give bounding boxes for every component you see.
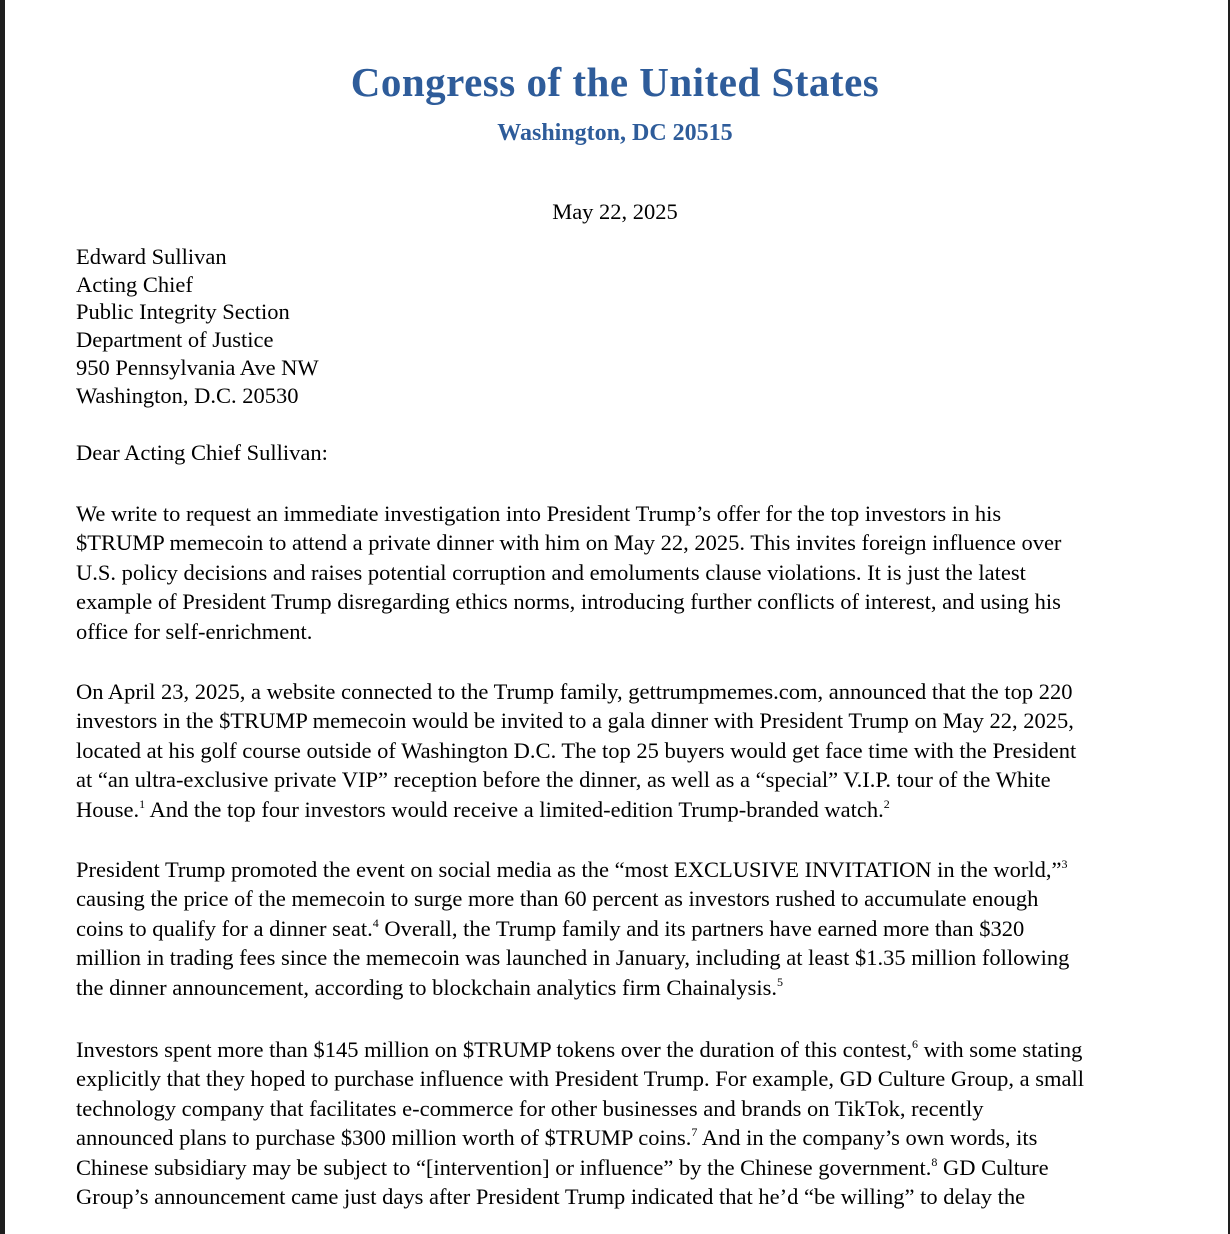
line-text: $TRUMP memecoin to attend a private dinner with him on May 22, 2025. This invites foreign influence over: [76, 530, 1062, 556]
letterhead-subtitle: Washington, DC 20515: [497, 120, 733, 146]
paragraph-line: [76, 1064, 1176, 1093]
paragraph-line: [76, 1123, 1176, 1152]
paragraph-line: [76, 1094, 1176, 1123]
letterhead-title: Congress of the United States: [350, 59, 880, 105]
line-text: House.: [76, 796, 140, 822]
line-text: technology company that facilitates e-commerce for other businesses and brands on TikTok, recently: [76, 1095, 984, 1121]
recipient-street: 950 Pennsylvania Ave NW: [76, 354, 319, 380]
line-text: And in the company’s own words, its: [697, 1125, 1038, 1151]
body-paragraph-3: [76, 855, 1176, 1002]
recipient-city: Washington, D.C. 20530: [76, 382, 299, 408]
line-text: On April 23, 2025, a website connected to the Trump family, gettrumpmemes.com, announced that the top 220: [76, 679, 1073, 704]
paragraph-line: [76, 914, 1176, 943]
footnote-ref-6[interactable]: 6: [911, 1037, 918, 1051]
footnote-ref-8[interactable]: 8: [931, 1154, 938, 1169]
line-text: located at his golf course outside of Washington D.C. The top 25 buyers would get face time with the President: [76, 737, 1077, 763]
paragraph-line: [76, 558, 1176, 587]
paragraph-line: [76, 1153, 1176, 1182]
line-text: We write to request an immediate investigation into President Trump’s offer for the top investors in his: [76, 501, 1002, 526]
paragraph-line: [76, 765, 1176, 794]
line-text: investors in the $TRUMP memecoin would be invited to a gala dinner with President Trump on May 22, 2025,: [76, 708, 1074, 734]
line-text: example of President Trump disregarding ethics norms, introducing further conflicts of interest, and using his: [76, 589, 1061, 615]
line-text: Chinese subsidiary may be subject to “[intervention] or influence” by the Chinese government.: [76, 1154, 932, 1180]
paragraph-line: [76, 1182, 1176, 1211]
recipient-name: Edward Sullivan: [76, 244, 227, 269]
line-text: at “an ultra-exclusive private VIP” reception before the dinner, as well as a “special” V.I.P. tour of the White: [76, 767, 1051, 793]
line-text: U.S. policy decisions and raises potential corruption and emoluments clause violations. It is just the latest: [76, 559, 1026, 585]
footnote-ref-3[interactable]: 3: [1061, 857, 1068, 871]
viewer-left-border: [0, 0, 5, 1234]
line-text: Group’s announcement came just days after President Trump indicated that he’d “be willing” to delay the: [76, 1184, 1026, 1210]
recipient-department: Department of Justice: [76, 327, 274, 353]
body-paragraph-4: [76, 1035, 1176, 1211]
line-text: million in trading fees since the memecoin was launched in January, including at least $1.35 million following: [76, 945, 1070, 971]
line-text: with some stating: [917, 1037, 1083, 1062]
line-text: explicitly that they hoped to purchase influence with President Trump. For example, GD Culture Group, a small: [76, 1066, 1084, 1092]
line-text: office for self-enrichment.: [76, 618, 313, 644]
paragraph-line: [76, 943, 1176, 972]
line-text: GD Culture: [937, 1154, 1049, 1180]
footnote-ref-7[interactable]: 7: [691, 1125, 698, 1140]
paragraph-line: [76, 1035, 1176, 1064]
line-text: the dinner announcement, according to blockchain analytics firm Chainalysis.: [76, 974, 778, 1000]
line-text: Overall, the Trump family and its partners have earned more than $320: [378, 915, 1025, 941]
paragraph-line: [76, 499, 1176, 528]
line-text: causing the price of the memecoin to surge more than 60 percent as investors rushed to accumulate enough: [76, 886, 1039, 912]
line-text: And the top four investors would receive a limited-edition Trump-branded watch.: [145, 796, 884, 822]
line-text: President Trump promoted the event on social media as the “most EXCLUSIVE INVITATION in the world,”: [76, 857, 1062, 882]
paragraph-line: [76, 528, 1176, 557]
recipient-title: Acting Chief: [76, 271, 193, 297]
paragraph-line: [76, 587, 1176, 616]
footnote-ref-1[interactable]: 1: [139, 796, 146, 811]
paragraph-line: [76, 736, 1176, 765]
line-text: Investors spent more than $145 million on $TRUMP tokens over the duration of this contest,: [76, 1037, 912, 1062]
paragraph-line: [76, 706, 1176, 735]
paragraph-line: [76, 855, 1176, 884]
line-text: announced plans to purchase $300 million worth of $TRUMP coins.: [76, 1125, 692, 1151]
paragraph-line: [76, 677, 1176, 706]
recipient-address-block: [76, 243, 319, 409]
footnote-ref-2[interactable]: 2: [883, 796, 890, 811]
body-paragraph-1: [76, 499, 1176, 646]
paragraph-line: [76, 617, 1176, 646]
footnote-ref-5[interactable]: 5: [777, 974, 784, 989]
footnote-ref-4[interactable]: 4: [372, 915, 379, 930]
paragraph-line: [76, 973, 1176, 1002]
paragraph-line: [76, 884, 1176, 913]
line-text: coins to qualify for a dinner seat.: [76, 915, 373, 941]
paragraph-line: [76, 795, 1176, 824]
recipient-section: Public Integrity Section: [76, 299, 290, 325]
body-paragraph-2: [76, 677, 1176, 824]
salutation: Dear Acting Chief Sullivan:: [76, 440, 328, 465]
letter-date: May 22, 2025: [552, 199, 678, 224]
